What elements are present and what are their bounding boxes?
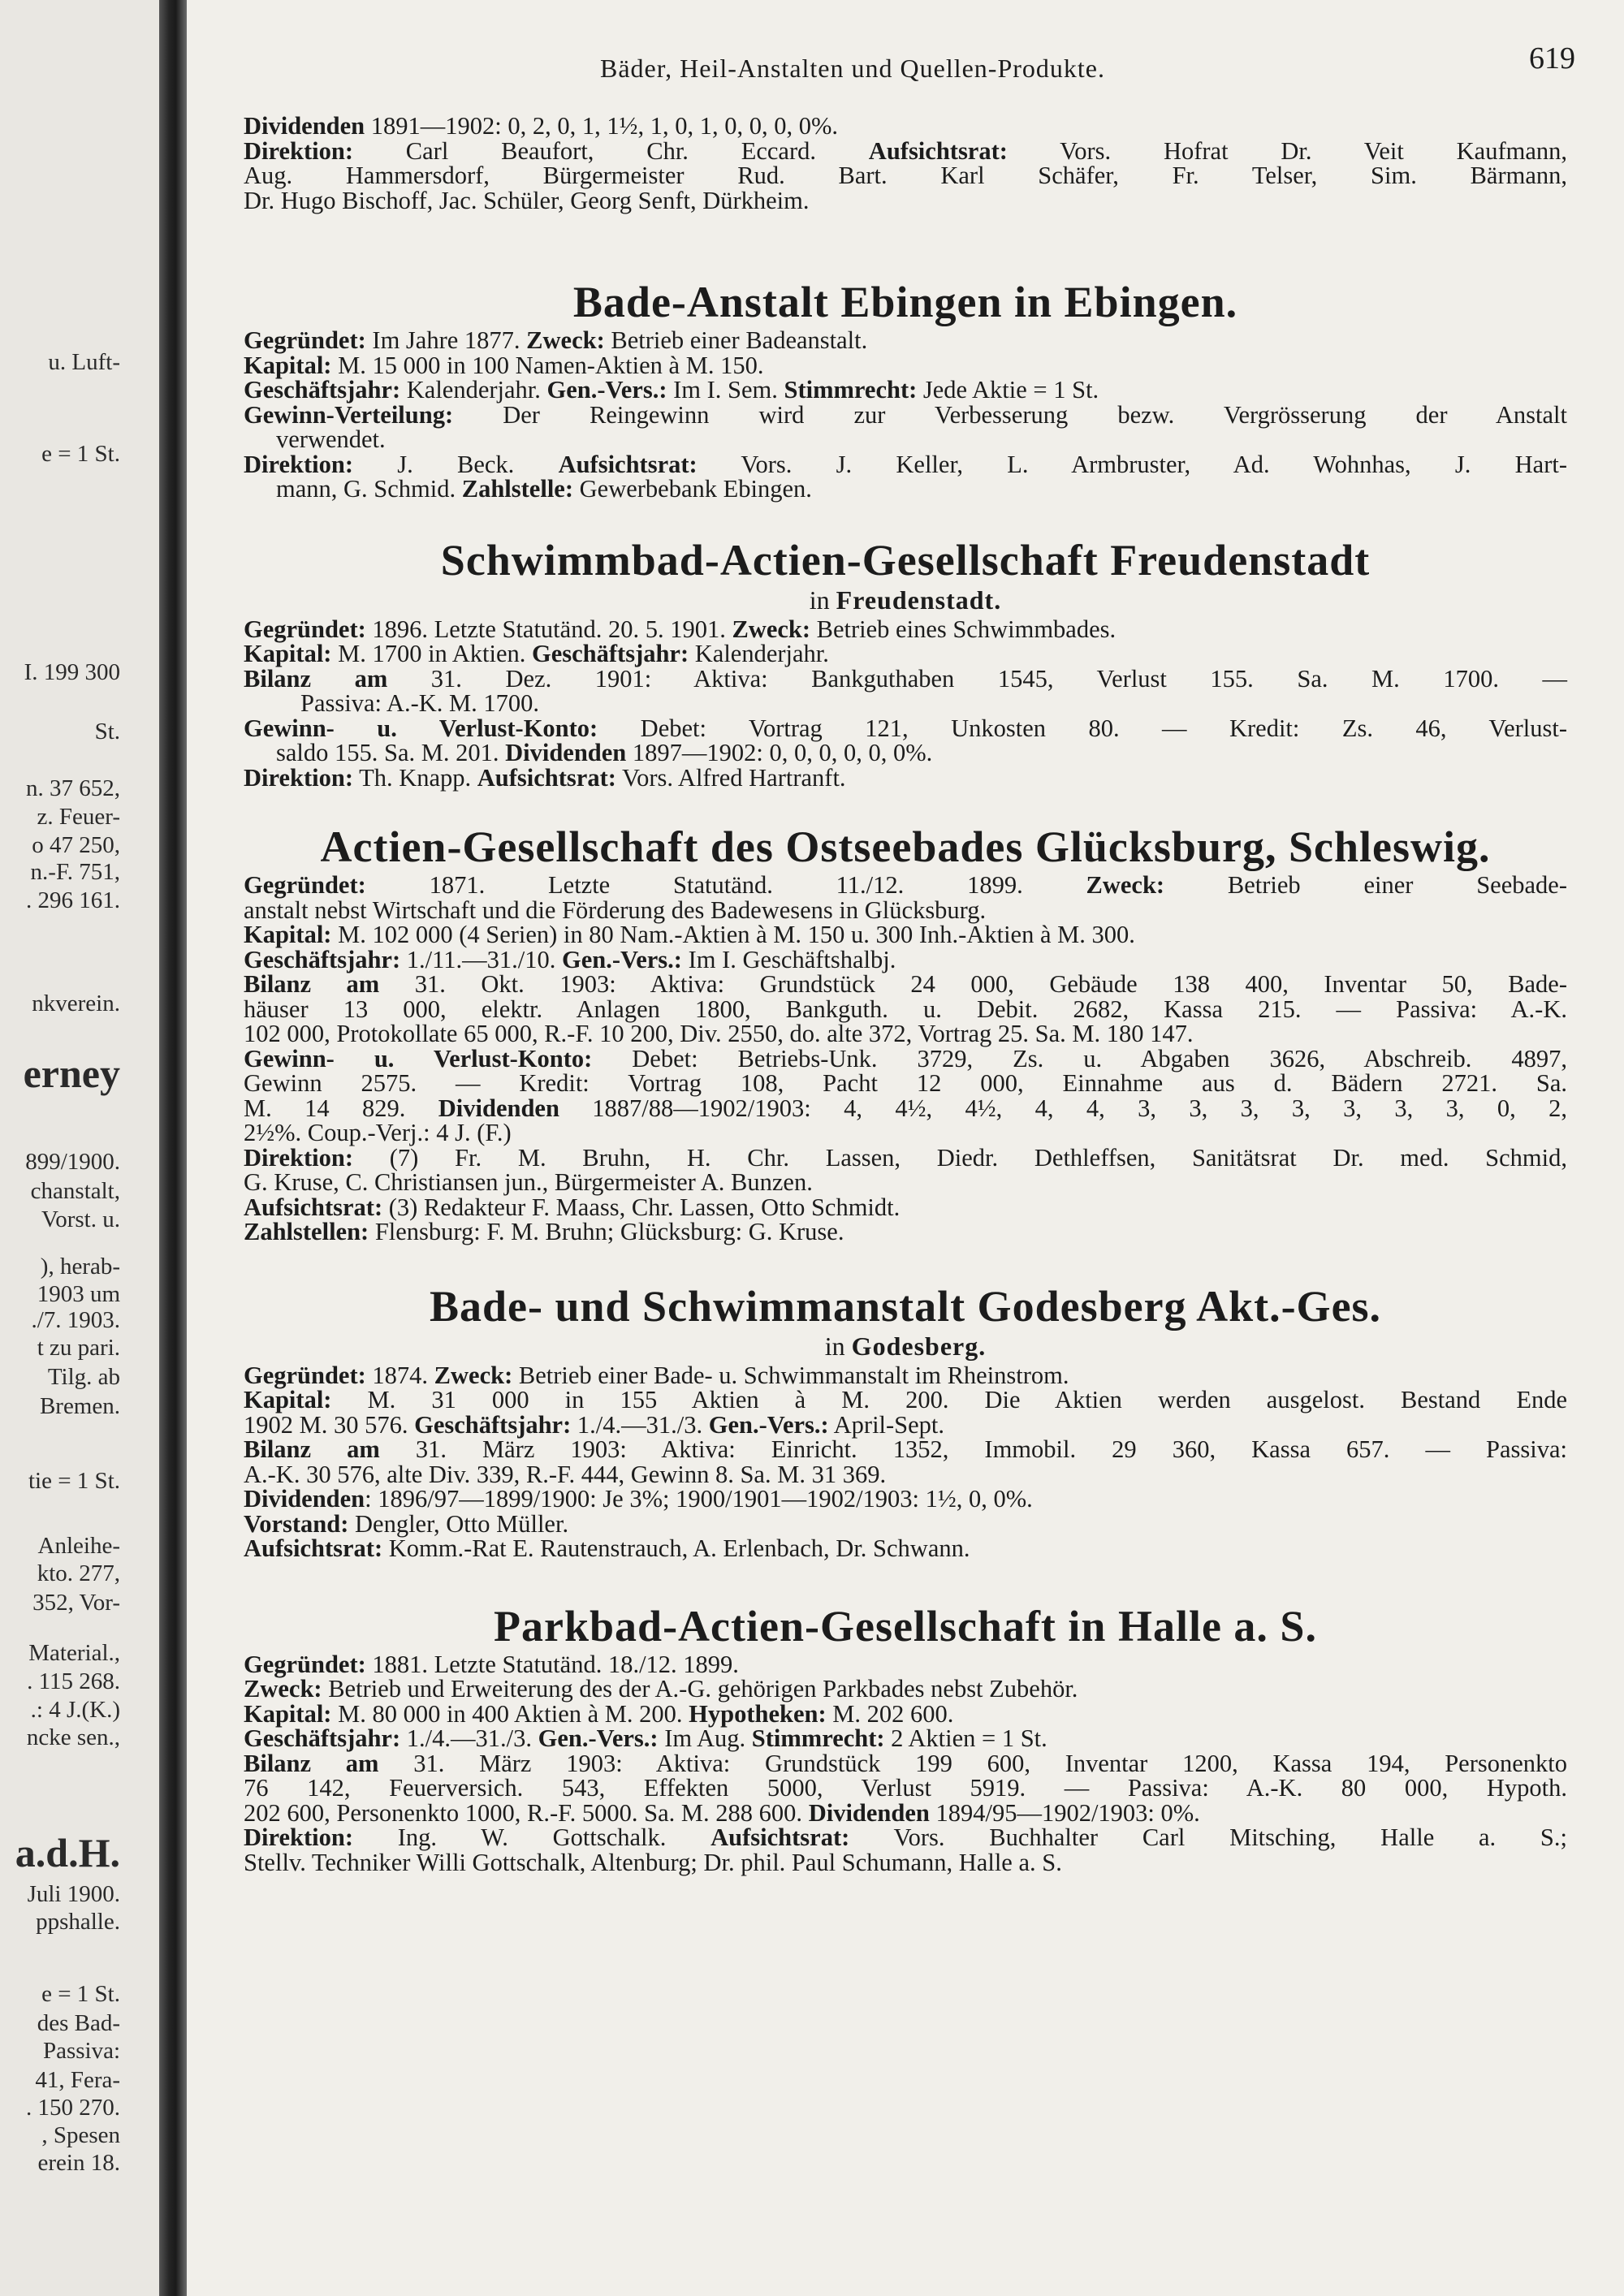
left-fragment: ppshalle. — [36, 1909, 120, 1935]
page-header — [244, 24, 1575, 114]
entry-line: häuser 13 000, elektr. Anlagen 1800, Bankguth. u. Debit. 2682, Kassa 215. — Passiva: A.-K. — [244, 995, 1567, 1023]
entry-line: Gegründet: Im Jahre 1877. Zweck: Betrieb einer Badeanstalt. — [244, 326, 868, 354]
left-fragment: . 115 268. — [27, 1668, 120, 1694]
entry-line: Gegründet: 1874. Zweck: Betrieb einer Bade- u. Schwimmanstalt im Rheinstrom. — [244, 1361, 1069, 1389]
left-fragment: erney — [23, 1051, 120, 1096]
entry-line: 202 600, Personenkto 1000, R.-F. 5000. Sa. M. 288 600. Dividenden 1894/95—1902/1903: 0%. — [244, 1798, 1200, 1827]
left-fragment: Juli 1900. — [27, 1881, 120, 1907]
company-entry — [244, 534, 1567, 791]
entry-line: Dr. Hugo Bischoff, Jac. Schüler, Georg Senft, Dürkheim. — [244, 186, 810, 214]
company-entry — [244, 276, 1567, 502]
left-fragment: e = 1 St. — [41, 441, 120, 467]
entry-line: 2½%. Coup.-Verj.: 4 J. (F.) — [244, 1119, 512, 1146]
book-gutter — [159, 0, 187, 2296]
left-fragment: n.-F. 751, — [30, 859, 120, 885]
left-fragment: Anleihe- — [37, 1533, 120, 1559]
entry-line: Direktion: J. Beck. Aufsichtsrat: Vors. J. Keller, L. Armbruster, Ad. Wohnhas, J. Hart- — [244, 450, 1567, 478]
entry-line: A.-K. 30 576, alte Div. 339, R.-F. 444, Gewinn 8. Sa. M. 31 369. — [244, 1460, 887, 1488]
page-619 — [244, 24, 1575, 2273]
entry-title: Bade- und Schwimmanstalt Godesberg Akt.-Ges. — [429, 1281, 1382, 1331]
left-fragment: erein 18. — [37, 2150, 120, 2176]
entry-line: Kapital: M. 1700 in Aktien. Geschäftsjahr: Kalenderjahr. — [244, 640, 829, 667]
left-fragment: kto. 277, — [37, 1560, 120, 1586]
left-fragment: .: 4 J.(K.) — [30, 1697, 120, 1723]
left-fragment: St. — [94, 719, 120, 744]
left-fragment: I. 199 300 — [24, 659, 120, 685]
running-head: Bäder, Heil-Anstalten und Quellen-Produkte. — [599, 54, 1105, 83]
entry-line: Gewinn- u. Verlust-Konto: Debet: Betriebs-Unk. 3729, Zs. u. Abgaben 3626, Abschreib. 4897, — [244, 1044, 1567, 1072]
entry-line: M. 14 829. Dividenden 1887/88—1902/1903: 4, 4½, 4½, 4, 4, 3, 3, 3, 3, 3, 3, 3, 0, 2, — [244, 1094, 1568, 1122]
entries-list — [244, 114, 1567, 1875]
entry-line: Gewinn 2575. — Kredit: Vortrag 108, Pacht 12 000, Einnahme aus d. Bädern 2721. Sa. — [244, 1069, 1567, 1097]
entry-line: Direktion: (7) Fr. M. Bruhn, H. Chr. Lassen, Diedr. Dethleffsen, Sanitätsrat Dr. med. Schmid, — [244, 1143, 1567, 1172]
entry-line: Bilanz am 31. März 1903: Aktiva: Grundstück 199 600, Inventar 1200, Kassa 194, Personenkto — [244, 1749, 1567, 1777]
left-fragment: n. 37 652, — [26, 775, 120, 801]
company-entry — [244, 821, 1567, 1245]
entry-line: Aufsichtsrat: (3) Redakteur F. Maass, Chr. Lassen, Otto Schmidt. — [244, 1193, 901, 1221]
entry-line: Gewinn- u. Verlust-Konto: Debet: Vortrag 121, Unkosten 80. — Kredit: Zs. 46, Verlust- — [244, 714, 1567, 742]
entry-line: verwendet. — [276, 425, 386, 453]
left-fragment: , Spesen — [41, 2122, 120, 2148]
entry-line: 76 142, Feuerversich. 543, Effekten 5000, Verlust 5919. — Passiva: A.-K. 80 000, Hypoth. — [244, 1774, 1567, 1802]
left-fragment: Material., — [28, 1640, 120, 1666]
left-fragment: chanstalt, — [30, 1178, 120, 1204]
entry-line: Gewinn-Verteilung: Der Reingewinn wird zur Verbesserung bezw. Vergrösserung der Anstalt — [244, 400, 1567, 429]
entry-line: Zahlstellen: Flensburg: F. M. Bruhn; Glücksburg: G. Kruse. — [244, 1218, 844, 1245]
entry-line: Bilanz am 31. Dez. 1901: Aktiva: Bankguthaben 1545, Verlust 155. Sa. M. 1700. — — [244, 664, 1567, 693]
entry-line: Aufsichtsrat: Komm.-Rat E. Rautenstrauch, A. Erlenbach, Dr. Schwann. — [244, 1534, 970, 1562]
left-fragment: Tilg. ab — [47, 1364, 120, 1390]
entry-line: Gegründet: 1871. Letzte Statutänd. 11./12. 1899. Zweck: Betrieb einer Seebade- — [244, 871, 1567, 899]
left-fragment: e = 1 St. — [41, 1981, 120, 2007]
entry-line: Kapital: M. 31 000 in 155 Aktien à M. 200. Die Aktien werden ausgelost. Bestand Ende — [244, 1386, 1567, 1413]
entry-line: Geschäftsjahr: 1./4.—31./3. Gen.-Vers.: Im Aug. Stimmrecht: 2 Aktien = 1 St. — [244, 1724, 1047, 1752]
company-entry — [244, 1600, 1567, 1875]
entry-line: Direktion: Ing. W. Gottschalk. Aufsichtsrat: Vors. Buchhalter Carl Mitsching, Halle a. S.; — [244, 1823, 1567, 1851]
left-fragment: . 296 161. — [26, 887, 120, 913]
left-fragment: ./7. 1903. — [31, 1307, 120, 1333]
location-name: Freudenstadt. — [836, 585, 1002, 615]
entry-line: Bilanz am 31. Okt. 1903: Aktiva: Grundstück 24 000, Gebäude 138 400, Inventar 50, Bade- — [244, 970, 1567, 998]
entry-line: Direktion: Th. Knapp. Aufsichtsrat: Vors. Alfred Hartranft. — [244, 763, 846, 792]
left-fragment: ), herab- — [40, 1254, 120, 1280]
entry-line: saldo 155. Sa. M. 201. Dividenden 1897—1902: 0, 0, 0, 0, 0, 0%. — [276, 739, 933, 766]
left-fragment: 352, Vor- — [32, 1590, 120, 1616]
entry-line: Stellv. Techniker Willi Gottschalk, Altenburg; Dr. phil. Paul Schumann, Halle a. S. — [244, 1848, 1062, 1876]
left-fragment: tie = 1 St. — [28, 1468, 120, 1494]
entry-line: Aug. Hammersdorf, Bürgermeister Rud. Bart. Karl Schäfer, Fr. Telser, Sim. Bärmann, — [244, 162, 1567, 189]
entry-title: Bade-Anstalt Ebingen in Ebingen. — [572, 278, 1238, 326]
entry-line: mann, G. Schmid. Zahlstelle: Gewerbebank Ebingen. — [276, 475, 812, 503]
entry-location — [244, 1332, 1567, 1360]
left-fragment: Bremen. — [39, 1393, 120, 1419]
entry-line: Gegründet: 1881. Letzte Statutänd. 18./12. 1899. — [244, 1650, 739, 1678]
location-prefix: in — [824, 1331, 845, 1361]
entry-title: Parkbad-Actien-Gesellschaft in Halle a. S. — [494, 1601, 1317, 1651]
left-fragment: 1903 um — [37, 1281, 120, 1307]
entry-line: Dividenden: 1896/97—1899/1900: Je 3%; 1900/1901—1902/1903: 1½, 0, 0%. — [244, 1485, 1033, 1513]
left-fragment: a.d.H. — [15, 1830, 120, 1875]
entry-line: Passiva: A.-K. M. 1700. — [300, 689, 539, 717]
left-fragment: Vorst. u. — [41, 1206, 120, 1232]
entry-line: anstalt nebst Wirtschaft und die Förderung des Badewesens in Glücksburg. — [244, 896, 987, 924]
entry-title: Schwimmbad-Actien-Gesellschaft Freudenstadt — [440, 535, 1371, 585]
entry-line: Vorstand: Dengler, Otto Müller. — [244, 1509, 569, 1538]
entry-line: G. Kruse, C. Christiansen jun., Bürgermeister A. Bunzen. — [244, 1168, 813, 1196]
company-entry — [244, 114, 1567, 213]
entry-line: Kapital: M. 80 000 in 400 Aktien à M. 200. Hypotheken: M. 202 600. — [244, 1699, 954, 1728]
entry-location — [244, 586, 1567, 614]
entry-line: Kapital: M. 15 000 in 100 Namen-Aktien à M. 150. — [244, 351, 764, 379]
entry-line: Geschäftsjahr: Kalenderjahr. Gen.-Vers.: Im I. Sem. Stimmrecht: Jede Aktie = 1 St. — [244, 376, 1099, 404]
left-fragment: z. Feuer- — [37, 804, 120, 830]
left-fragment: . 150 270. — [26, 2095, 120, 2121]
location-prefix: in — [809, 585, 830, 615]
left-page-fragment — [0, 0, 159, 2296]
entry-line: Geschäftsjahr: 1./11.—31./10. Gen.-Vers.: Im I. Geschäftshalbj. — [244, 945, 896, 973]
entry-line: Bilanz am 31. März 1903: Aktiva: Einricht. 1352, Immobil. 29 360, Kassa 657. — Passiva: — [244, 1435, 1567, 1463]
entry-title: Actien-Gesellschaft des Ostseebades Glücksburg, Schleswig. — [320, 822, 1491, 871]
entry-line: Direktion: Carl Beaufort, Chr. Eccard. Aufsichtsrat: Vors. Hofrat Dr. Veit Kaufmann, — [244, 136, 1568, 165]
page-number: 619 — [1529, 41, 1575, 76]
left-fragment: ncke sen., — [26, 1724, 120, 1750]
entry-line: Dividenden 1891—1902: 0, 2, 0, 1, 1½, 1, 0, 1, 0, 0, 0, 0%. — [244, 112, 839, 140]
company-entry — [244, 1280, 1567, 1561]
left-fragment: u. Luft- — [48, 349, 120, 375]
left-fragment: t zu pari. — [37, 1335, 120, 1361]
left-fragment: Passiva: — [42, 2038, 120, 2064]
entry-line: Kapital: M. 102 000 (4 Serien) in 80 Nam.-Aktien à M. 150 u. 300 Inh.-Aktien à M. 300. — [244, 921, 1135, 948]
left-fragment: o 47 250, — [32, 832, 120, 858]
entry-line: Gegründet: 1896. Letzte Statutänd. 20. 5. 1901. Zweck: Betrieb eines Schwimmbades. — [244, 615, 1116, 643]
location-name: Godesberg. — [851, 1331, 987, 1361]
left-fragment: 41, Fera- — [35, 2067, 120, 2093]
entry-line: 1902 M. 30 576. Geschäftsjahr: 1./4.—31./3. Gen.-Vers.: April-Sept. — [244, 1410, 945, 1439]
left-fragment: 899/1900. — [25, 1149, 120, 1175]
entry-line: 102 000, Protokollate 65 000, R.-F. 10 200, Div. 2550, do. alte 372, Vortrag 25. Sa. M. 180 147. — [244, 1020, 1194, 1047]
left-fragment: nkverein. — [32, 990, 120, 1016]
left-fragment: des Bad- — [37, 2010, 120, 2036]
entry-line: Zweck: Betrieb und Erweiterung des der A.-G. gehörigen Parkbades nebst Zubehör. — [244, 1675, 1078, 1703]
